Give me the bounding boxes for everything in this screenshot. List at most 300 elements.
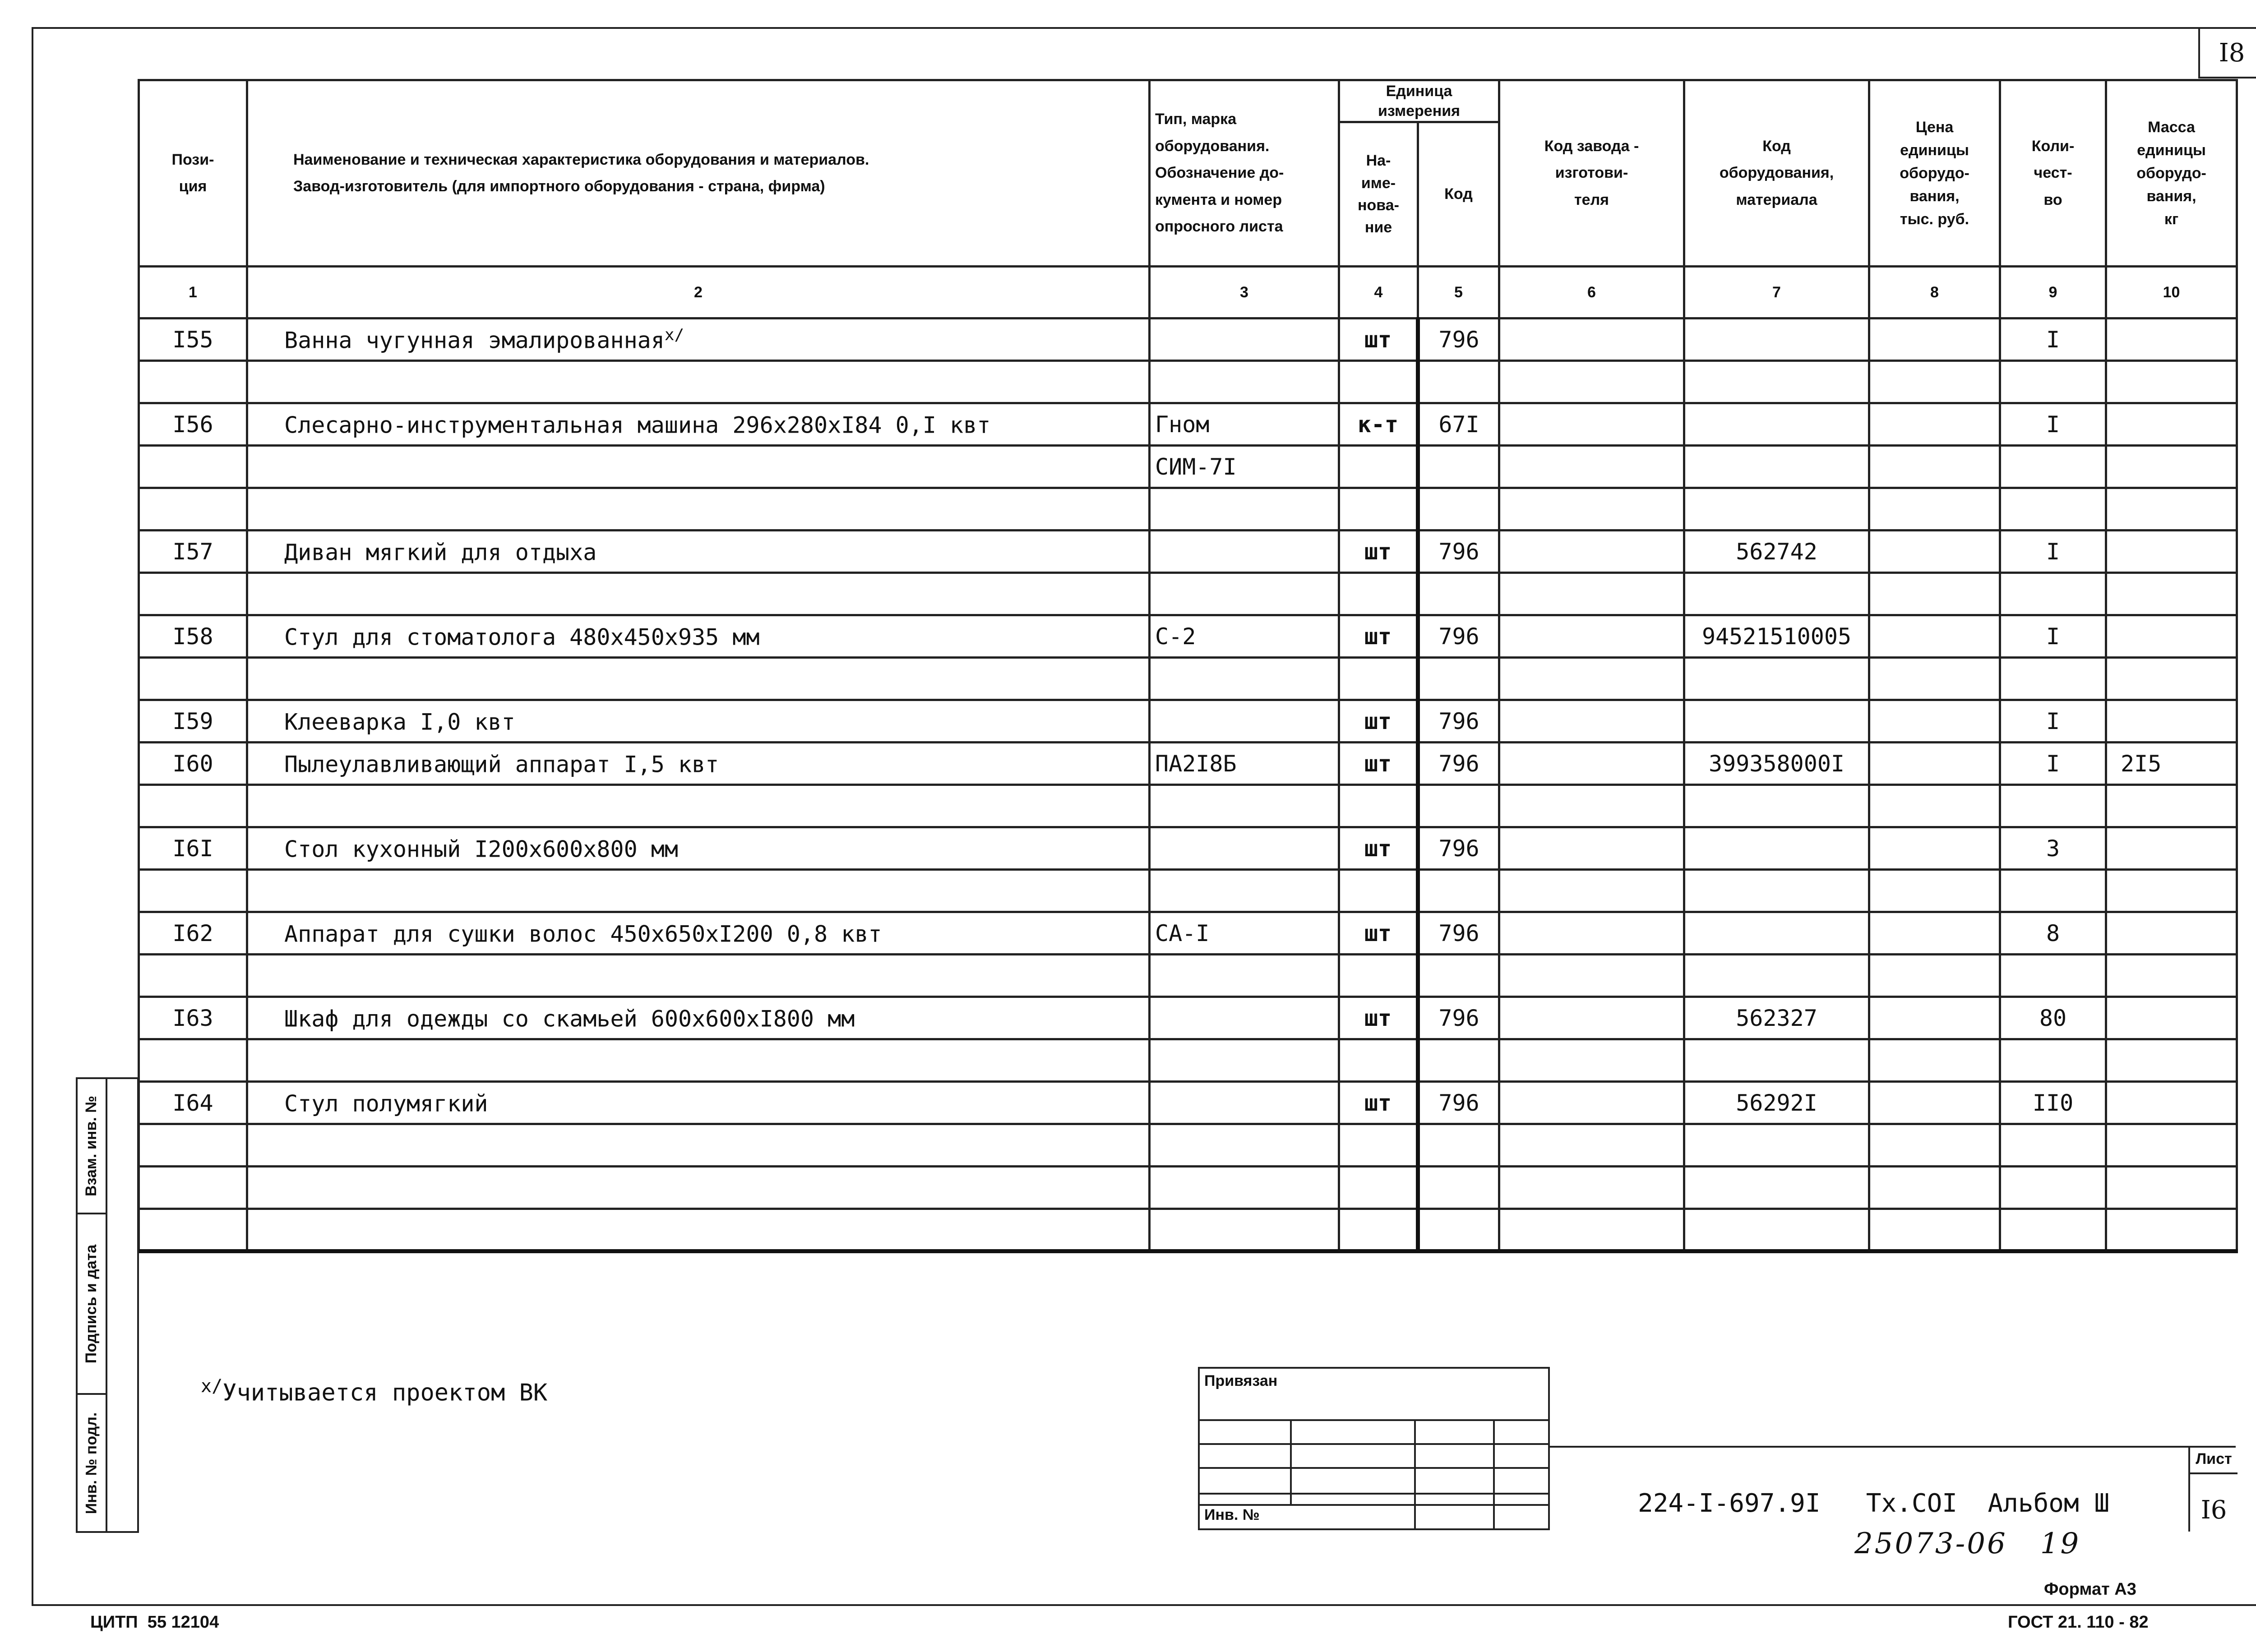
name-text: Слесарно-инструментальная машина 296х280хI84 0,I квт xyxy=(284,412,991,438)
cell-unit xyxy=(1339,870,1418,912)
cell-code xyxy=(1418,446,1499,488)
unit-text: шт xyxy=(1364,1005,1392,1031)
column-number: 3 xyxy=(1150,267,1339,318)
cell-code xyxy=(1418,361,1499,403)
type-text: Гном xyxy=(1155,411,1210,438)
cell-price xyxy=(1869,700,2000,743)
footnote-mark: x/ xyxy=(201,1376,223,1397)
cell-type xyxy=(1150,785,1339,827)
header-position: Пози- ция xyxy=(139,80,247,267)
cell-qty xyxy=(2000,1209,2106,1251)
priv-line xyxy=(1200,1493,1548,1495)
cell-unit xyxy=(1339,531,1418,573)
qty-text: 8 xyxy=(2046,920,2060,946)
cell-item-code xyxy=(1684,955,1869,997)
cell-plant xyxy=(1499,700,1684,743)
cell-unit xyxy=(1339,403,1418,446)
inv-podl-cell xyxy=(78,1395,107,1531)
cell-unit xyxy=(1339,573,1418,615)
table-row xyxy=(139,870,2237,912)
cell-plant xyxy=(1499,997,1684,1039)
cell-mass xyxy=(2106,531,2237,573)
code-text: 796 xyxy=(1438,1005,1479,1031)
table-row xyxy=(139,1209,2237,1251)
cell-plant xyxy=(1499,1039,1684,1082)
cell-type xyxy=(1150,615,1339,658)
column-number: 1 xyxy=(139,267,247,318)
cell-item-code xyxy=(1684,827,1869,870)
cell-qty xyxy=(2000,700,2106,743)
cell-type xyxy=(1150,446,1339,488)
cell-item-code xyxy=(1684,997,1869,1039)
name-text: Клееварка I,0 квт xyxy=(284,709,515,735)
cell-unit xyxy=(1339,318,1418,361)
cell-qty xyxy=(2000,318,2106,361)
cell-type xyxy=(1150,1167,1339,1209)
column-number: 6 xyxy=(1499,267,1684,318)
unit-text: шт xyxy=(1364,1089,1392,1116)
privyazan-label: Привязан xyxy=(1204,1372,1278,1389)
cell-unit xyxy=(1339,446,1418,488)
unit-text: к-т xyxy=(1357,411,1399,438)
gost-label: ГОСТ 21. 110 - 82 xyxy=(2008,1613,2149,1632)
podpis-cell xyxy=(78,1214,107,1395)
cell-qty xyxy=(2000,488,2106,531)
item-code-text: 562327 xyxy=(1736,1005,1817,1031)
qty-text: 80 xyxy=(2039,1005,2067,1031)
type-text: СА-I xyxy=(1155,920,1210,946)
cell-item-code xyxy=(1684,912,1869,955)
podpis-label: Подпись и дата xyxy=(83,1244,100,1363)
cell-type xyxy=(1150,573,1339,615)
cell-plant xyxy=(1499,318,1684,361)
cell-qty xyxy=(2000,403,2106,446)
name-text: Стул для стоматолога 480х450х935 мм xyxy=(284,624,760,651)
cell-plant xyxy=(1499,361,1684,403)
table-row xyxy=(139,700,2237,743)
header-plant-code: Код завода - изготови- теля xyxy=(1499,80,1684,267)
code-text: 796 xyxy=(1438,1089,1479,1116)
cell-mass xyxy=(2106,615,2237,658)
format-label: Формат А3 xyxy=(2044,1580,2136,1599)
cell-mass xyxy=(2106,997,2237,1039)
cell-name xyxy=(247,997,1150,1039)
inv-podl-label: Инв. № подл. xyxy=(83,1412,100,1514)
cell-mass xyxy=(2106,912,2237,955)
table-row xyxy=(139,615,2237,658)
cell-price xyxy=(1869,488,2000,531)
pos-text: I60 xyxy=(172,750,213,777)
table-row xyxy=(139,573,2237,615)
table-row xyxy=(139,827,2237,870)
name-text: Пылеулавливающий аппарат I,5 квт xyxy=(284,751,719,778)
column-number: 2 xyxy=(247,267,1150,318)
table-row xyxy=(139,997,2237,1039)
cell-pos xyxy=(139,1167,247,1209)
cell-pos xyxy=(139,318,247,361)
cell-code xyxy=(1418,658,1499,700)
cell-price xyxy=(1869,743,2000,785)
cell-pos xyxy=(139,658,247,700)
handwritten-number: 25073-06 19 xyxy=(1854,1527,2081,1560)
cell-pos xyxy=(139,912,247,955)
priv-vline xyxy=(1414,1419,1416,1530)
cell-code xyxy=(1418,870,1499,912)
priv-vline xyxy=(1493,1419,1495,1530)
cell-name xyxy=(247,531,1150,573)
pos-text: I58 xyxy=(172,623,213,650)
header-unit-group: Единица измерения xyxy=(1339,80,1499,122)
cell-pos xyxy=(139,615,247,658)
name-text: Шкаф для одежды со скамьей 600х600хI800 мм xyxy=(284,1006,855,1032)
cell-unit xyxy=(1339,827,1418,870)
cell-mass xyxy=(2106,403,2237,446)
cell-code xyxy=(1418,1167,1499,1209)
cell-code xyxy=(1418,615,1499,658)
cell-unit xyxy=(1339,700,1418,743)
table-row xyxy=(139,488,2237,531)
cell-plant xyxy=(1499,1082,1684,1124)
pos-text: I63 xyxy=(172,1005,213,1031)
cell-code xyxy=(1418,912,1499,955)
cell-item-code xyxy=(1684,318,1869,361)
cell-price xyxy=(1869,1039,2000,1082)
table-row xyxy=(139,658,2237,700)
cell-type xyxy=(1150,403,1339,446)
item-code-text: 399358000I xyxy=(1709,750,1845,777)
pos-text: I55 xyxy=(172,326,213,353)
cell-name xyxy=(247,912,1150,955)
header-quantity: Коли- чест- во xyxy=(2000,80,2106,267)
column-number: 4 xyxy=(1339,267,1418,318)
cell-type xyxy=(1150,743,1339,785)
qty-text: II0 xyxy=(2032,1089,2074,1116)
cell-price xyxy=(1869,531,2000,573)
cell-price xyxy=(1869,827,2000,870)
cell-qty xyxy=(2000,361,2106,403)
cell-name xyxy=(247,488,1150,531)
cell-pos xyxy=(139,827,247,870)
cell-unit xyxy=(1339,1124,1418,1167)
cell-plant xyxy=(1499,870,1684,912)
cell-code xyxy=(1418,573,1499,615)
table-row xyxy=(139,1167,2237,1209)
cell-unit xyxy=(1339,955,1418,997)
code-text: 796 xyxy=(1438,920,1479,946)
cell-qty xyxy=(2000,827,2106,870)
cell-unit xyxy=(1339,997,1418,1039)
name-text: Стол кухонный I200х600х800 мм xyxy=(284,836,678,863)
cell-name xyxy=(247,1039,1150,1082)
cell-price xyxy=(1869,615,2000,658)
cell-unit xyxy=(1339,361,1418,403)
table-row xyxy=(139,912,2237,955)
cell-plant xyxy=(1499,912,1684,955)
cell-item-code xyxy=(1684,573,1869,615)
cell-price xyxy=(1869,446,2000,488)
type-text: С-2 xyxy=(1155,623,1196,650)
column-number: 7 xyxy=(1684,267,1869,318)
cell-type xyxy=(1150,700,1339,743)
table-row xyxy=(139,361,2237,403)
cell-pos xyxy=(139,997,247,1039)
unit-text: шт xyxy=(1364,920,1392,946)
pos-text: I6I xyxy=(172,835,213,862)
cell-type xyxy=(1150,531,1339,573)
cell-type xyxy=(1150,361,1339,403)
code-text: 796 xyxy=(1438,623,1479,650)
cell-item-code xyxy=(1684,658,1869,700)
cell-item-code xyxy=(1684,361,1869,403)
table-row xyxy=(139,1082,2237,1124)
cell-qty xyxy=(2000,955,2106,997)
cell-item-code xyxy=(1684,870,1869,912)
cell-plant xyxy=(1499,658,1684,700)
cell-unit xyxy=(1339,1039,1418,1082)
item-code-text: 562742 xyxy=(1736,538,1817,565)
cell-name xyxy=(247,870,1150,912)
cell-qty xyxy=(2000,1167,2106,1209)
cell-name xyxy=(247,1124,1150,1167)
pos-text: I57 xyxy=(172,538,213,565)
cell-pos xyxy=(139,1082,247,1124)
name-text: Диван мягкий для отдыха xyxy=(284,539,597,566)
header-unit-code: Код xyxy=(1418,122,1499,267)
cell-code xyxy=(1418,531,1499,573)
cell-unit xyxy=(1339,1082,1418,1124)
column-number: 8 xyxy=(1869,267,2000,318)
cell-pos xyxy=(139,361,247,403)
cell-plant xyxy=(1499,488,1684,531)
pos-text: I59 xyxy=(172,708,213,734)
cell-type xyxy=(1150,1124,1339,1167)
cell-name xyxy=(247,955,1150,997)
cell-mass xyxy=(2106,658,2237,700)
priv-line xyxy=(1200,1443,1548,1445)
unit-text: шт xyxy=(1364,326,1392,353)
priv-inv-label: Инв. № xyxy=(1204,1506,1260,1523)
cell-pos xyxy=(139,1209,247,1251)
priv-line xyxy=(1200,1419,1548,1421)
code-text: 67I xyxy=(1438,411,1479,438)
table-body xyxy=(139,318,2237,1251)
cell-name xyxy=(247,361,1150,403)
name-text: Стул полумягкий xyxy=(284,1090,488,1117)
cell-pos xyxy=(139,1124,247,1167)
cell-code xyxy=(1418,1124,1499,1167)
cell-name xyxy=(247,700,1150,743)
cell-plant xyxy=(1499,785,1684,827)
unit-text: шт xyxy=(1364,538,1392,565)
code-text: 796 xyxy=(1438,750,1479,777)
cell-type xyxy=(1150,955,1339,997)
cell-item-code xyxy=(1684,1124,1869,1167)
cell-name xyxy=(247,318,1150,361)
cell-qty xyxy=(2000,573,2106,615)
cell-type xyxy=(1150,658,1339,700)
mass-text: 2I5 xyxy=(2121,750,2162,777)
cell-name xyxy=(247,1082,1150,1124)
cell-item-code xyxy=(1684,488,1869,531)
cell-item-code xyxy=(1684,403,1869,446)
sheet-box xyxy=(2188,1446,2238,1532)
cell-plant xyxy=(1499,573,1684,615)
cell-type xyxy=(1150,912,1339,955)
cell-item-code xyxy=(1684,1209,1869,1251)
cell-item-code xyxy=(1684,700,1869,743)
table-row xyxy=(139,1124,2237,1167)
side-approval-strip xyxy=(76,1077,139,1533)
cell-qty xyxy=(2000,912,2106,955)
cell-code xyxy=(1418,743,1499,785)
cell-mass xyxy=(2106,743,2237,785)
cell-price xyxy=(1869,318,2000,361)
sheet-corner-number: I8 xyxy=(2198,29,2256,78)
qty-text: I xyxy=(2046,708,2060,734)
cell-plant xyxy=(1499,1124,1684,1167)
cell-pos xyxy=(139,446,247,488)
cell-plant xyxy=(1499,1167,1684,1209)
cell-mass xyxy=(2106,573,2237,615)
cell-plant xyxy=(1499,615,1684,658)
cell-mass xyxy=(2106,870,2237,912)
cell-name xyxy=(247,658,1150,700)
sheet-number: I6 xyxy=(2201,1495,2227,1525)
cell-mass xyxy=(2106,785,2237,827)
cell-price xyxy=(1869,403,2000,446)
cell-mass xyxy=(2106,318,2237,361)
cell-item-code xyxy=(1684,1082,1869,1124)
footnote-text: Учитывается проектом ВК xyxy=(222,1379,548,1407)
cell-pos xyxy=(139,488,247,531)
unit-text: шт xyxy=(1364,750,1392,777)
cell-pos xyxy=(139,573,247,615)
priv-vline xyxy=(1290,1419,1292,1505)
cell-mass xyxy=(2106,1082,2237,1124)
cell-code xyxy=(1418,997,1499,1039)
qty-text: I xyxy=(2046,750,2060,777)
cell-code xyxy=(1418,955,1499,997)
cell-plant xyxy=(1499,955,1684,997)
cell-type xyxy=(1150,827,1339,870)
cell-name xyxy=(247,573,1150,615)
cell-pos xyxy=(139,403,247,446)
document-designation: 224-I-697.9I Тх.СОI Альбом Ш xyxy=(1638,1489,2110,1518)
footnote xyxy=(201,1376,547,1406)
cell-mass xyxy=(2106,700,2237,743)
sheet-label: Лист xyxy=(2190,1450,2238,1474)
cell-price xyxy=(1869,361,2000,403)
table-row xyxy=(139,743,2237,785)
qty-text: I xyxy=(2046,538,2060,565)
table-row xyxy=(139,446,2237,488)
cell-unit xyxy=(1339,912,1418,955)
qty-text: I xyxy=(2046,411,2060,438)
column-number: 9 xyxy=(2000,267,2106,318)
cell-qty xyxy=(2000,1082,2106,1124)
cell-price xyxy=(1869,785,2000,827)
type-text: СИМ-7I xyxy=(1155,453,1237,480)
cell-item-code xyxy=(1684,1167,1869,1209)
priv-line xyxy=(1200,1467,1548,1469)
cell-name xyxy=(247,1167,1150,1209)
cell-price xyxy=(1869,997,2000,1039)
cell-mass xyxy=(2106,1039,2237,1082)
cell-item-code xyxy=(1684,1039,1869,1082)
header-type: Тип, марка оборудования. Обозначение до- кумента и номер опросного листа xyxy=(1150,80,1339,267)
table-row xyxy=(139,955,2237,997)
cell-code xyxy=(1418,785,1499,827)
table-row xyxy=(139,531,2237,573)
cell-name xyxy=(247,1209,1150,1251)
cell-pos xyxy=(139,1039,247,1082)
header-item-code: Код оборудования, материала xyxy=(1684,80,1869,267)
pos-text: I62 xyxy=(172,920,213,946)
table-row xyxy=(139,403,2237,446)
cell-unit xyxy=(1339,1167,1418,1209)
cell-qty xyxy=(2000,1039,2106,1082)
cell-type xyxy=(1150,997,1339,1039)
cell-unit xyxy=(1339,658,1418,700)
table-row xyxy=(139,785,2237,827)
name-text: Аппарат для сушки волос 450х650хI200 0,8 квт xyxy=(284,921,882,947)
cell-plant xyxy=(1499,743,1684,785)
cell-unit xyxy=(1339,1209,1418,1251)
cell-qty xyxy=(2000,870,2106,912)
bottom-left-code: ЦИТП 55 12104 xyxy=(90,1613,219,1632)
cell-mass xyxy=(2106,1124,2237,1167)
cell-unit xyxy=(1339,615,1418,658)
cell-plant xyxy=(1499,1209,1684,1251)
cell-mass xyxy=(2106,361,2237,403)
cell-type xyxy=(1150,1082,1339,1124)
qty-text: 3 xyxy=(2046,835,2060,862)
cell-code xyxy=(1418,403,1499,446)
cell-code xyxy=(1418,700,1499,743)
cell-price xyxy=(1869,658,2000,700)
cell-item-code xyxy=(1684,615,1869,658)
table-row xyxy=(139,318,2237,361)
pos-text: I56 xyxy=(172,411,213,438)
cell-plant xyxy=(1499,827,1684,870)
cell-qty xyxy=(2000,743,2106,785)
item-code-text: 94521510005 xyxy=(1701,623,1852,650)
vzam-inv-label: Взам. инв. № xyxy=(83,1095,100,1196)
cell-mass xyxy=(2106,1167,2237,1209)
type-text: ПА2I8Б xyxy=(1155,750,1237,777)
cell-code xyxy=(1418,318,1499,361)
cell-item-code xyxy=(1684,785,1869,827)
specification-table xyxy=(138,79,2238,1253)
cell-type xyxy=(1150,1039,1339,1082)
cell-name xyxy=(247,446,1150,488)
cell-price xyxy=(1869,1209,2000,1251)
cell-mass xyxy=(2106,446,2237,488)
cell-code xyxy=(1418,827,1499,870)
cell-qty xyxy=(2000,785,2106,827)
header-mass: Масса единицы оборудо- вания, кг xyxy=(2106,80,2237,267)
cell-name xyxy=(247,403,1150,446)
cell-unit xyxy=(1339,488,1418,531)
code-text: 796 xyxy=(1438,538,1479,565)
qty-text: I xyxy=(2046,623,2060,650)
cell-code xyxy=(1418,488,1499,531)
cell-name xyxy=(247,827,1150,870)
cell-name xyxy=(247,785,1150,827)
cell-item-code xyxy=(1684,531,1869,573)
cell-price xyxy=(1869,955,2000,997)
cell-pos xyxy=(139,700,247,743)
